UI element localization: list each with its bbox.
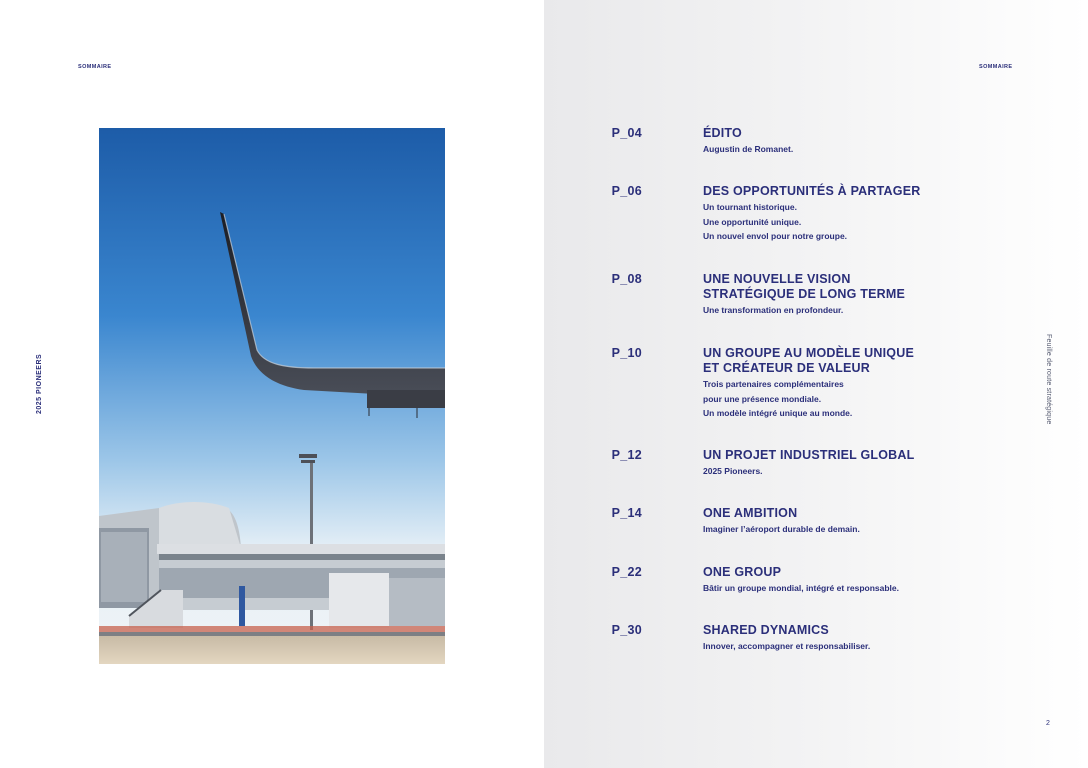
toc-title: UN GROUPE AU MODÈLE UNIQUE xyxy=(703,346,914,360)
toc-entry-body xyxy=(703,272,1003,318)
toc-page-number: P_30 xyxy=(611,623,642,637)
toc-subtitle: Innover, accompagner et responsabiliser. xyxy=(703,641,871,651)
toc-title: ONE GROUP xyxy=(703,565,782,579)
toc-entry-body xyxy=(703,623,1003,654)
toc-page-number: P_04 xyxy=(611,126,642,140)
toc-entry-body xyxy=(703,448,1003,479)
left-header: SOMMAIRE xyxy=(78,64,112,70)
toc-subtitle: Trois partenaires complémentaires xyxy=(703,379,844,389)
toc-entry-body xyxy=(703,346,1003,421)
toc-subtitle: Un modèle intégré unique au monde. xyxy=(703,408,853,419)
toc-page-number: P_08 xyxy=(611,272,642,286)
toc-page-number: P_10 xyxy=(611,346,642,360)
toc-page-number: P_22 xyxy=(611,565,642,579)
toc-subtitle: Imaginer l’aéroport durable de demain. xyxy=(703,524,860,534)
toc-entry-body xyxy=(703,184,1003,244)
left-vertical-title: 2025 PIONEERS xyxy=(36,353,43,414)
toc-subtitle: Augustin de Romanet. xyxy=(703,144,794,154)
toc-subtitle: Une transformation en profondeur. xyxy=(703,305,844,315)
toc-subtitle: 2025 Pioneers. xyxy=(703,466,763,476)
toc-subtitle: Une opportunité unique. xyxy=(703,216,802,227)
toc-title: DES OPPORTUNITÉS À PARTAGER xyxy=(703,184,921,198)
toc-subtitle: Bâtir un groupe mondial, intégré et responsable. xyxy=(703,583,900,593)
toc-page-number: P_14 xyxy=(611,506,642,520)
right-header: SOMMAIRE xyxy=(979,64,1013,70)
toc-title: ÉDITO xyxy=(703,126,742,140)
right-vertical-title: Feuille de route stratégique xyxy=(1045,334,1052,425)
toc-title: UN PROJET INDUSTRIEL GLOBAL xyxy=(703,448,915,462)
toc-subtitle: Un nouvel envol pour notre groupe. xyxy=(703,231,848,242)
toc-title: UNE NOUVELLE VISION xyxy=(703,272,851,286)
toc-entry-body xyxy=(703,565,1003,596)
toc-page-number: P_12 xyxy=(611,448,642,462)
toc-title: STRATÉGIQUE DE LONG TERME xyxy=(703,287,905,301)
toc-entry-body xyxy=(703,506,1003,537)
toc-subtitle: pour une présence mondiale. xyxy=(703,393,822,404)
toc-title: ONE AMBITION xyxy=(703,506,798,520)
page-number: 2 xyxy=(1046,720,1050,727)
toc-entry-body xyxy=(703,126,1003,157)
toc-subtitle: Un tournant historique. xyxy=(703,202,797,212)
airport-photo xyxy=(99,128,445,664)
toc-title: ET CRÉATEUR DE VALEUR xyxy=(703,361,870,375)
toc-page-number: P_06 xyxy=(611,184,642,198)
toc-title: SHARED DYNAMICS xyxy=(703,623,829,637)
